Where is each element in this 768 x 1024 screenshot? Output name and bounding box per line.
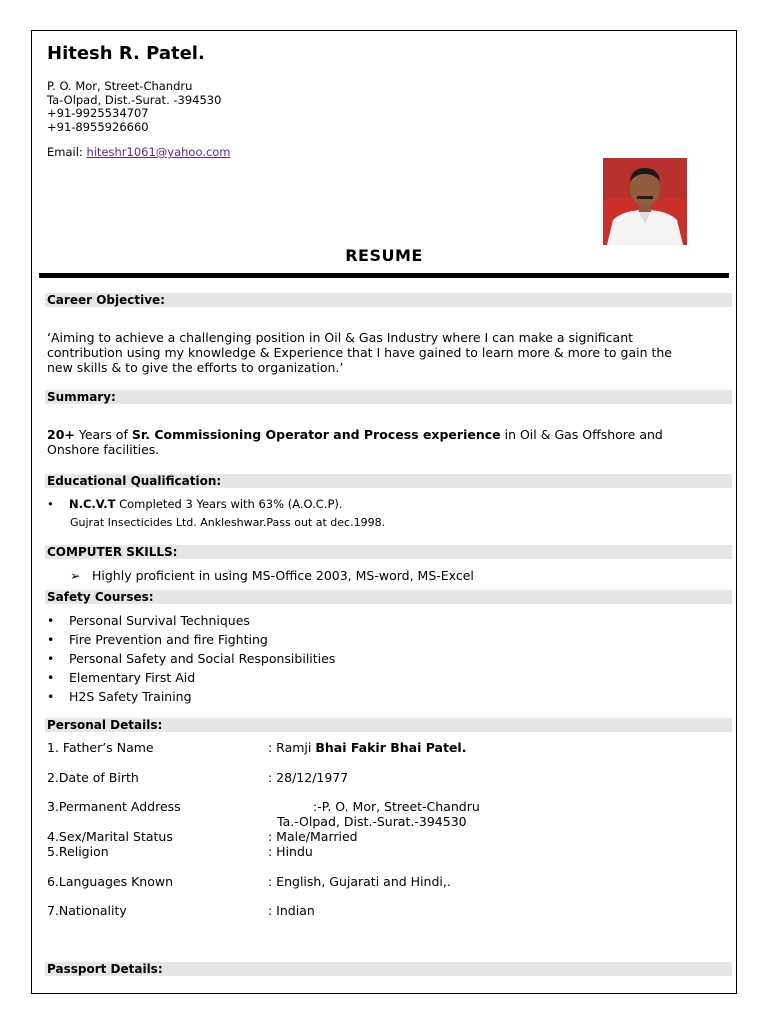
sex-marital-value: : Male/Married	[268, 829, 358, 844]
permanent-address-value-1: :-P. O. Mor, Street-Chandru	[313, 799, 480, 814]
education-item	[47, 497, 343, 511]
personal-details-heading: Personal Details:	[45, 718, 732, 732]
education-institute: Gujrat Insecticides Ltd. Ankleshwar.Pass out at dec.1998.	[70, 516, 386, 529]
arrow-bullet-icon: ➢	[70, 568, 81, 583]
safety-item	[47, 613, 250, 628]
education-heading: Educational Qualification:	[45, 474, 732, 488]
nationality-label: 7.Nationality	[47, 903, 127, 918]
phone-1: +91-9925534707	[47, 106, 149, 120]
safety-item-text: Personal Safety and Social Responsibilities	[69, 651, 336, 666]
safety-item	[47, 632, 268, 647]
email-row	[47, 145, 231, 159]
career-objective-heading: Career Objective:	[45, 293, 732, 307]
passport-details-heading: Passport Details:	[45, 962, 732, 976]
safety-item	[47, 689, 192, 704]
father-name-label: 1. Father’s Name	[47, 740, 154, 755]
safety-item-text: Fire Prevention and fire Fighting	[69, 632, 268, 647]
religion-value: : Hindu	[268, 844, 313, 859]
father-name-prefix: : Ramji	[268, 740, 316, 755]
address-line-1: P. O. Mor, Street-Chandru	[47, 79, 193, 93]
dob-value: : 28/12/1977	[268, 770, 349, 785]
summary-years-suffix: Years of	[74, 427, 132, 442]
title-divider	[39, 273, 729, 278]
computer-skill-item	[70, 568, 474, 583]
bullet-icon: •	[47, 632, 55, 647]
summary-line-1	[47, 427, 717, 442]
nationality-value: : Indian	[268, 903, 315, 918]
computer-skills-heading: COMPUTER SKILLS:	[45, 545, 732, 559]
address-line-2: Ta-Olpad, Dist.-Surat. -394530	[47, 93, 222, 107]
safety-courses-heading: Safety Courses:	[45, 590, 732, 604]
phone-2: +91-8955926660	[47, 120, 149, 134]
career-line-1: ‘Aiming to achieve a challenging position in Oil & Gas Industry where I can make a significant	[47, 330, 634, 345]
summary-rest: in Oil & Gas Offshore and	[500, 427, 663, 442]
languages-label: 6.Languages Known	[47, 874, 174, 889]
safety-item	[47, 651, 335, 666]
bullet-icon: •	[47, 689, 55, 704]
summary-years: 20+	[47, 427, 75, 442]
permanent-address-label: 3.Permanent Address	[47, 799, 181, 814]
safety-item-text: Personal Survival Techniques	[69, 613, 250, 628]
computer-skill-text: Highly proficient in using MS-Office 2003, MS-word, MS-Excel	[92, 568, 474, 583]
summary-text	[47, 427, 717, 457]
sex-marital-label: 4.Sex/Marital Status	[47, 829, 173, 844]
bullet-icon: •	[47, 497, 54, 511]
bullet-icon: •	[47, 613, 55, 628]
summary-highlight: Sr. Commissioning Operator and Process experience	[131, 427, 501, 442]
education-degree: N.C.V.T	[69, 497, 116, 511]
languages-value: : English, Gujarati and Hindi,.	[268, 874, 451, 889]
summary-line-2: Onshore facilities.	[47, 442, 160, 457]
safety-item-text: H2S Safety Training	[69, 689, 192, 704]
safety-item	[47, 670, 195, 685]
dob-label: 2.Date of Birth	[47, 770, 139, 785]
candidate-name: Hitesh R. Patel.	[47, 43, 205, 64]
profile-photo	[603, 158, 687, 245]
permanent-address-value-2: Ta.-Olpad, Dist.-Surat.-394530	[277, 814, 467, 829]
email-link[interactable]: hiteshr1061@yahoo.com	[86, 145, 231, 159]
email-label: Email:	[47, 145, 83, 159]
father-name-value	[268, 740, 466, 755]
bullet-icon: •	[47, 670, 55, 685]
religion-label: 5.Religion	[47, 844, 109, 859]
career-line-3: new skills & to give the efforts to organization.’	[47, 360, 344, 375]
summary-heading: Summary:	[45, 390, 732, 404]
father-name-bold: Bhai Fakir Bhai Patel.	[315, 740, 467, 755]
bullet-icon: •	[47, 651, 55, 666]
safety-item-text: Elementary First Aid	[69, 670, 196, 685]
resume-title: RESUME	[345, 246, 423, 265]
education-degree-rest: Completed 3 Years with 63% (A.O.C.P).	[115, 497, 343, 511]
career-objective-text	[47, 330, 717, 375]
career-line-2: contribution using my knowledge & Experience that I have gained to learn more & more to gain the	[47, 345, 672, 360]
